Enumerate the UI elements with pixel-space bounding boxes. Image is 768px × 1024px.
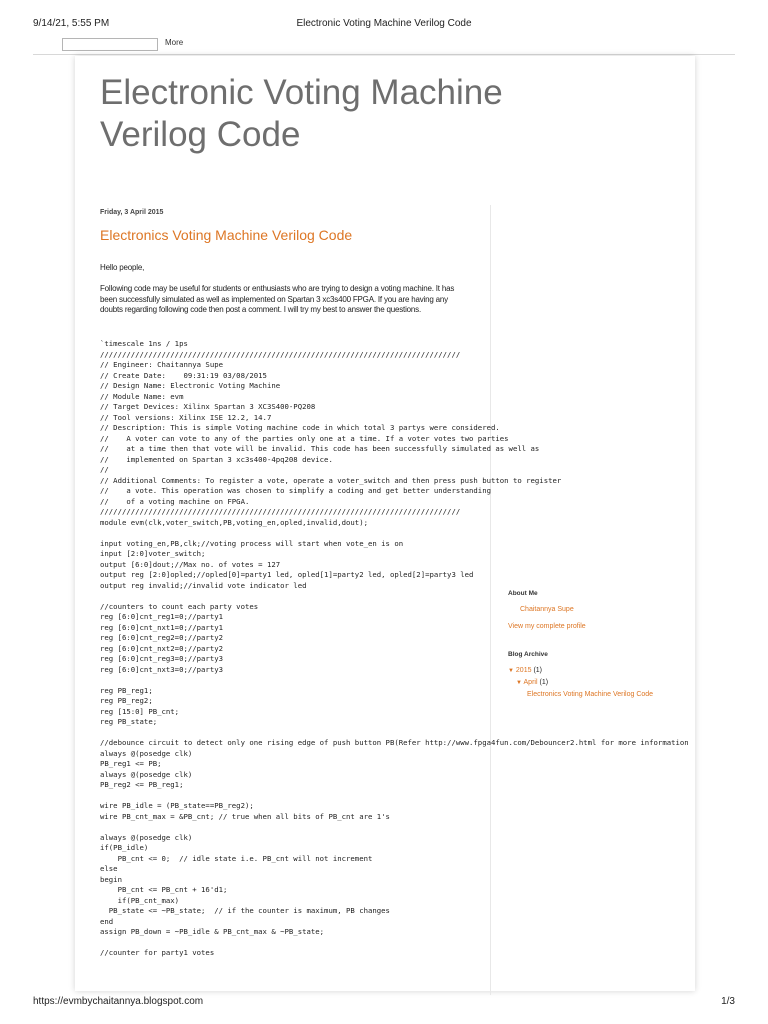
- archive-month-item: [516, 679, 548, 686]
- navbar-search-input[interactable]: [62, 38, 158, 51]
- print-datetime: 9/14/21, 5:55 PM: [33, 18, 110, 29]
- print-footer: [0, 994, 768, 1008]
- about-me-heading: About Me: [508, 590, 538, 597]
- blogger-navbar: [33, 36, 735, 55]
- blog-title-line2: Verilog Code: [100, 115, 301, 154]
- archive-year-count: (1): [533, 667, 542, 674]
- triangle-down-icon[interactable]: ▼: [516, 680, 522, 686]
- verilog-code-block: `timescale 1ns / 1ps ////////////////////////////////////////////////////////////////////////////////// // Engineer: Chaitannya Supe // Create Date: 09:31:19 03/08/2015 // Design Name: Electronic Voting Machine // Module Name: evm // Target Devices: Xilinx Spartan 3 XC3S400-PQ208 // Tool versions: Xilinx ISE 12.2, 14.7 // Description: This is simple Voting machine code in which total 3 partys were considered. // A voter can vote to any of the parties only one at a time. If a voter votes two parties // at a time then that vote will be invalid. This code has been successfully simulated as well as // implemented on Spartan 3 xc3s400-4pq208 device. // // Additional Comments: To register a vote, operate a voter_switch and then press push button to register // a vote. This operation was chosen to simplify a coding and get better understanding // of a voting machine on FPGA. ////////////////////////////////////////////////////////////////////////////////// module evm(clk,voter_switch,PB,voting_en,opled,invalid,dout); input voting_en,PB,clk;//voting process will start when vote_en is on input [2:0]voter_switch; output [6:0]dout;//Max no. of votes = 127 output reg [2:0]opled;//opled[0]=party1 led, opled[1]=party2 led, opled[2]=party3 led output reg invalid;//invalid vote indicator led //counters to count each party votes reg [6:0]cnt_reg1=0;//party1 reg [6:0]cnt_nxt1=0;//party1 reg [6:0]cnt_reg2=0;//party2 reg [6:0]cnt_nxt2=0;//party2 reg [6:0]cnt_reg3=0;//party3 reg [6:0]cnt_nxt3=0;//party3 reg PB_reg1; reg PB_reg2; reg [15:0] PB_cnt; reg PB_state; //debounce circuit to detect only one rising edge of push button PB(Refer http://www.fpga4fun.com/Debouncer2.html for more information always @(posedge clk) PB_reg1 <= PB; always @(posedge clk) PB_reg2 <= PB_reg1; wire PB_idle = (PB_state==PB_reg2); wire PB_cnt_max = &PB_cnt; // true when all bits of PB_cnt are 1's always @(posedge clk) if(PB_idle) PB_cnt <= 0; // idle state i.e. PB_cnt will not increment else begin PB_cnt <= PB_cnt + 16'd1; if(PB_cnt_max) PB_state <= ~PB_state; // if the counter is maximum, PB changes end assign PB_down = ~PB_idle & PB_cnt_max & ~PB_state; //counter for party1 votes: [100, 339, 689, 957]
- archive-month-link[interactable]: April: [523, 679, 538, 686]
- print-page-number: 1/3: [721, 996, 735, 1007]
- post-title[interactable]: Electronics Voting Machine Verilog Code: [100, 227, 353, 243]
- archive-post-link[interactable]: Electronics Voting Machine Verilog Code: [527, 691, 654, 698]
- blog-title[interactable]: [100, 72, 620, 156]
- blog-title-line1: Electronic Voting Machine: [100, 73, 503, 112]
- archive-year-link[interactable]: 2015: [515, 667, 532, 674]
- triangle-down-icon[interactable]: ▼: [508, 668, 514, 674]
- navbar-more-link[interactable]: More: [165, 38, 184, 47]
- post-intro: Hello people,: [100, 263, 145, 272]
- post-date: Friday, 3 April 2015: [100, 209, 164, 216]
- author-link[interactable]: Chaitannya Supe: [520, 606, 574, 613]
- print-url: https://evmbychaitannya.blogspot.com: [33, 996, 204, 1007]
- archive-year-item: [508, 667, 542, 674]
- profile-link[interactable]: View my complete profile: [508, 623, 586, 630]
- print-doc-title: Electronic Voting Machine Verilog Code: [296, 18, 472, 29]
- blog-archive-heading: Blog Archive: [508, 651, 548, 658]
- archive-month-count: (1): [539, 679, 549, 686]
- print-header: [0, 16, 768, 30]
- post-paragraph: Following code may be useful for students or enthusiasts who are trying to design a voting machine. It has been successfully simulated as well as implemented on Spartan 3 xc3s400 FPGA. If you are having any doubts regarding following code then post a comment. I will try my best to answer the questions.: [100, 284, 455, 314]
